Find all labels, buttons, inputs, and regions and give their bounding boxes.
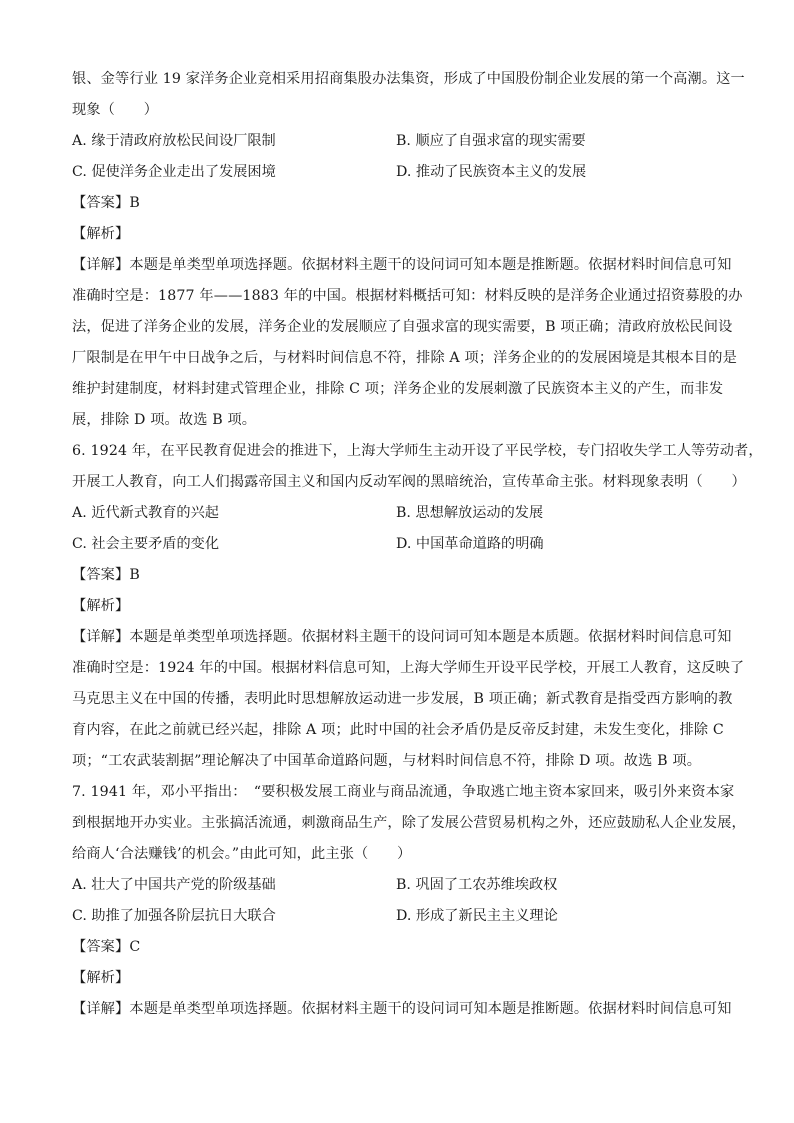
q5-answer: 【答案】B	[72, 195, 140, 211]
q7-answer: 【答案】C	[72, 939, 141, 955]
q6-detail-line-5: 项；“工农武装割据”理论解决了中国革命道路问题，与材料时间信息不符，排除 D 项。故选 B 项。	[72, 753, 702, 769]
q5-options-row-2	[72, 157, 732, 188]
q6-answer: 【答案】B	[72, 567, 140, 583]
q6-analysis-label: 【解析】	[72, 598, 130, 614]
q6-detail-line-3: 马克思主义在中国的传播，表明此时思想解放运动进一步发展，B 项正确；新式教育是指受西方影响的教	[72, 691, 733, 707]
q7-option-b: B. 巩固了工农苏维埃政权	[396, 877, 558, 893]
q7-analysis-label: 【解析】	[72, 970, 130, 986]
q6-option-d: D. 中国革命道路的明确	[396, 536, 544, 552]
q6-option-b: B. 思想解放运动的发展	[396, 505, 544, 521]
q6-block	[72, 436, 763, 777]
q5-option-d: D. 推动了民族资本主义的发展	[396, 164, 587, 180]
q5-stem-line-1: 银、金等行业 19 家洋务企业竞相采用招商集股办法集资，形成了中国股份制企业发展的第一个高潮。这一	[72, 71, 745, 87]
q7-option-a: A. 壮大了中国共产党的阶级基础	[72, 877, 276, 893]
q7-detail-line-1: 【详解】本题是单类型单项选择题。依据材料主题干的设问词可知本题是推断题。依据材料时间信息可知	[72, 1001, 732, 1017]
q5-option-a: A. 缘于清政府放松民间设厂限制	[72, 133, 276, 149]
q5-detail-line-1: 【详解】本题是单类型单项选择题。依据材料主题干的设问词可知本题是推断题。依据材料时间信息可知	[72, 257, 732, 273]
q7-options-row-1	[72, 870, 732, 901]
document-page	[72, 64, 763, 1025]
q5-option-b: B. 顺应了自强求富的现实需要	[396, 133, 586, 149]
q5-analysis-label: 【解析】	[72, 226, 130, 242]
q7-stem-line-3: 给商人‘合法赚钱’的机会。”由此可知，此主张（ ）	[72, 846, 412, 862]
q7-stem-line-1: 7. 1941 年，邓小平指出： “要积极发展工商业与商品流通，争取逃亡地主资本家回来，吸引外来资本家	[72, 784, 735, 800]
q6-stem-line-2: 开展工人教育，向工人们揭露帝国主义和国内反动军阀的黑暗统治，宣传革命主张。材料现象表明（ ）	[72, 474, 746, 490]
q6-detail-line-4: 育内容，在此之前就已经兴起，排除 A 项；此时中国的社会矛盾仍是反帝反封建，未发生变化，排除 C	[72, 722, 724, 738]
q5-detail-line-6: 展，排除 D 项。故选 B 项。	[72, 412, 257, 428]
q5-option-c: C. 促使洋务企业走出了发展困境	[72, 164, 276, 180]
q5-detail-line-2: 准确时空是：1877 年——1883 年的中国。根据材料概括可知：材料反映的是洋务企业通过招资募股的办	[72, 288, 743, 304]
q6-stem-line-1: 6. 1924 年，在平民教育促进会的推进下，上海大学师生主动开设了平民学校，专门招收失学工人等劳动者，	[72, 443, 763, 459]
q5-detail-line-5: 维护封建制度，材料封建式管理企业，排除 C 项；洋务企业的发展刺激了民族资本主义的产生，而非发	[72, 381, 724, 397]
q5-detail-line-4: 厂限制是在甲午中日战争之后，与材料时间信息不符，排除 A 项；洋务企业的的发展困境是其根本目的是	[72, 350, 737, 366]
q6-detail-line-1: 【详解】本题是单类型单项选择题。依据材料主题干的设问词可知本题是本质题。依据材料时间信息可知	[72, 629, 732, 645]
q5-options-row-1	[72, 126, 732, 157]
q7-option-c: C. 助推了加强各阶层抗日大联合	[72, 908, 276, 924]
q6-option-c: C. 社会主要矛盾的变化	[72, 536, 220, 552]
q5-block	[72, 64, 745, 436]
q7-option-d: D. 形成了新民主主义理论	[396, 908, 558, 924]
q6-detail-line-2: 准确时空是：1924 年的中国。根据材料信息可知，上海大学师生开设平民学校，开展工人教育，这反映了	[72, 660, 745, 676]
q5-stem-line-2: 现象（ ）	[72, 102, 159, 118]
q6-options-row-2	[72, 529, 732, 560]
q7-stem-line-2: 到根据地开办实业。主张搞活流通，刺激商品生产，除了发展公营贸易机构之外，还应鼓励私人企业发展，	[72, 815, 746, 831]
q7-options-row-2	[72, 901, 732, 932]
q6-option-a: A. 近代新式教育的兴起	[72, 505, 219, 521]
q5-detail-line-3: 法，促进了洋务企业的发展，洋务企业的发展顺应了自强求富的现实需要，B 项正确；清政府放松民间设	[72, 319, 733, 335]
q6-options-row-1	[72, 498, 732, 529]
q7-block	[72, 777, 746, 1025]
